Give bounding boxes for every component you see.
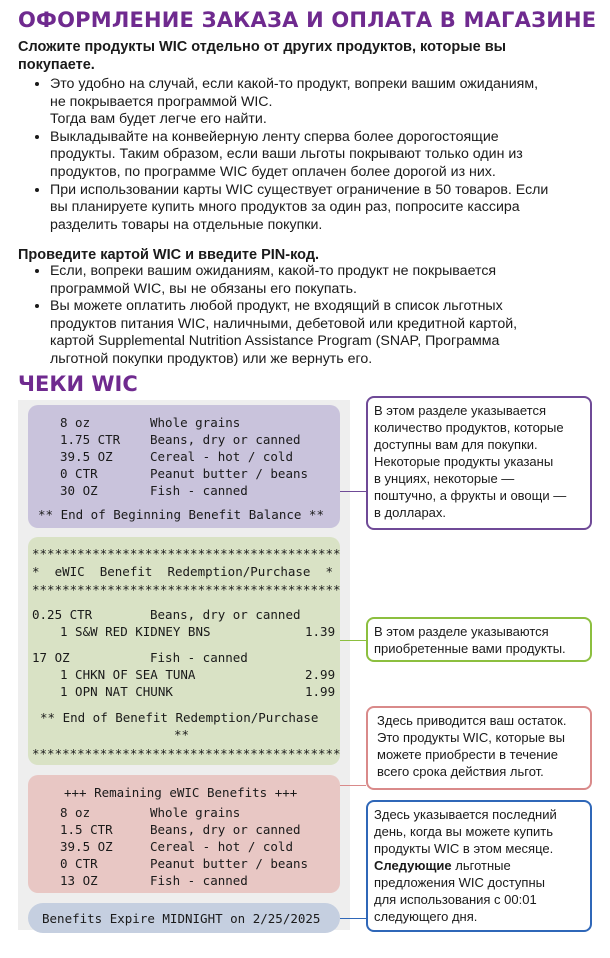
item-cell: Cereal - hot / cold [150,839,293,854]
item-cell: Beans, dry or canned [150,822,301,837]
qty-cell: 0 CTR [60,856,98,871]
callout-line: количество продуктов, которые [374,420,564,435]
list-item [50,129,590,182]
qty-cell: 30 OZ [60,483,98,498]
qty-cell: 8 oz [60,415,91,430]
bullet-line: • При использовании карты WIC существует ограничение в 50 товаров. Если [50,181,549,198]
callout-line: В этом разделе указывается [374,403,547,418]
section2-bullet-list [30,263,590,369]
item-cell: Fish - canned [150,873,248,888]
stars-line: ***************************************** [32,746,341,761]
beginning-balance-box [28,405,340,528]
item-cell: Fish - canned [150,650,248,665]
connector-line [340,785,366,786]
callout-line: в долларах. [374,505,447,520]
callout-redemption [366,617,592,662]
item-cell: Peanut butter / beans [150,466,309,481]
item-cell: Cereal - hot / cold [150,449,293,464]
purchase-price: 1.39 [305,624,336,639]
bullet-line: • Если, вопреки вашим ожиданиям, какой-то продукт не покрывается [50,263,497,279]
callout-line: приобретенные вами продукты. [374,641,566,656]
receipts-title: ЧЕКИ WIC [18,372,138,396]
beginning-footer: ** End of Beginning Benefit Balance ** [38,507,324,522]
section1-heading-line: Сложите продукты WIC отдельно от других продуктов, которые вы [18,39,506,55]
qty-cell: 8 oz [60,805,91,820]
list-item [50,76,590,129]
callout-line-rest: льготные [451,858,511,873]
qty-cell: 39.5 OZ [60,839,113,854]
stars-line: ***************************************** [32,546,341,561]
callout-line: предложения WIC доступны [374,875,545,890]
item-cell: Beans, dry or canned [150,432,301,447]
connector-line [340,491,366,492]
callout-line: всего срока действия льгот. [377,764,544,779]
bullet-line: продуктов питания WIC, наличными, дебетовой или кредитной картой, [50,315,518,332]
bullet-line: вы планируете купить много продуктов за один раз, попросите кассира [50,199,520,216]
remaining-header: +++ Remaining eWIC Benefits +++ [64,785,298,800]
qty-cell: 1.75 CTR [60,432,121,447]
purchase-desc: 1 S&W RED KIDNEY BNS [60,624,211,639]
callout-line: Это продукты WIC, которые вы [377,730,566,745]
item-cell: Whole grains [150,805,241,820]
callout-line: Здесь приводится ваш остаток. [377,713,567,728]
section1-heading [18,38,578,74]
item-cell: Fish - canned [150,483,248,498]
qty-cell: 1.5 CTR [60,822,113,837]
purchase-desc: 1 OPN NAT CHUNK [60,684,173,699]
redemption-footer: ** End of Benefit Redemption/Purchase [40,710,319,725]
list-item [50,182,590,235]
purchase-desc: 1 CHKN OF SEA TUNA [60,667,196,682]
qty-cell: 17 OZ [32,650,70,665]
callout-line: доступны вам для покупки. [374,437,538,452]
callout-line: продукты WIC в этом месяце. [374,841,554,856]
section1-heading-line: покупаете. [18,57,95,73]
callout-line: можете приобрести в течение [377,747,558,762]
section2-heading: Проведите картой WIC и введите PIN-код. [18,247,320,263]
redemption-header: * eWIC Benefit Redemption/Purchase * [32,564,334,579]
callout-remaining [366,706,592,790]
item-cell: Whole grains [150,415,241,430]
bullet-line: • Это удобно на случай, если какой-то продукт, вопреки вашим ожиданиям, [50,76,539,92]
callout-expiry [366,800,592,932]
qty-cell: 39.5 OZ [60,449,113,464]
item-cell: Peanut butter / beans [150,856,309,871]
page-title: ОФОРМЛЕНИЕ ЗАКАЗА И ОПЛАТА В МАГАЗИНЕ [18,8,597,32]
callout-line: В этом разделе указываются [374,624,549,639]
list-item [50,298,590,368]
callout-beginning-balance [366,396,592,530]
bullet-line: • Вы можете оплатить любой продукт, не входящий в список льготных [50,298,503,315]
qty-cell: 0 CTR [60,466,98,481]
section1-bullet-list [30,76,590,234]
expiry-box [28,903,340,933]
callout-line: Здесь указывается последний [374,807,557,822]
callout-line: поштучно, а фрукты и овощи — [374,488,567,503]
stars-line: ***************************************** [32,582,341,597]
expiry-text: Benefits Expire MIDNIGHT on 2/25/2025 [42,911,321,926]
connector-line [340,918,366,919]
qty-cell: 13 OZ [60,873,98,888]
bullet-line: программой WIC, вы не обязаны его покупать. [50,280,357,297]
callout-line [374,857,584,874]
remaining-benefits-box [28,775,340,893]
item-cell: Beans, dry or canned [150,607,301,622]
callout-bold-word: Следующие [374,858,452,873]
bullet-line: картой Supplemental Nutrition Assistance Program (SNAP, Программа [50,333,500,350]
bullet-line: льготной покупки продуктов) или же вернуть его. [50,350,373,367]
redemption-box [28,537,340,765]
bullet-line: разделить товары на отдельные покупки. [50,216,323,233]
purchase-price: 1.99 [305,684,336,699]
bullet-line: • Выкладывайте на конвейерную ленту сперва более дорогостоящие [50,128,499,145]
bullet-line: продукты. Таким образом, если ваши льготы покрывают только один из [50,146,523,163]
callout-line: в унциях, некоторые — [374,471,515,486]
callout-line: для использования с 00:01 [374,892,537,907]
purchase-price: 2.99 [305,667,336,682]
callout-line: день, когда вы можете купить [374,824,554,839]
qty-cell: 0.25 CTR [32,607,93,622]
redemption-footer: ** [174,727,190,742]
callout-line: следующего дня. [374,909,478,924]
bullet-line: Тогда вам будет легче его найти. [50,111,267,128]
connector-line [340,640,366,641]
list-item [50,263,590,298]
bullet-line: не покрывается программой WIC. [50,93,273,110]
callout-line: Некоторые продукты указаны [374,454,554,469]
bullet-line: продуктов, по программе WIC будет оплачен более дорогой из них. [50,163,496,180]
